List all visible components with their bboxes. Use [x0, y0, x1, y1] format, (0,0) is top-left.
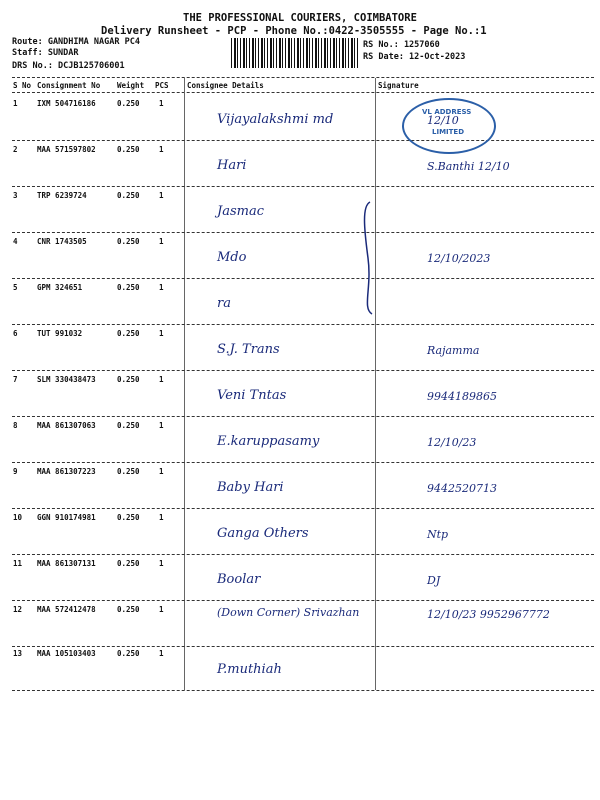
- signature-handwriting: 9944189865: [427, 390, 497, 403]
- consignee-handwriting: Boolar: [217, 572, 261, 587]
- row-weight: 0.250: [117, 283, 140, 292]
- row-weight: 0.250: [117, 559, 140, 568]
- table-row: [12, 372, 594, 418]
- row-weight: 0.250: [117, 375, 140, 384]
- row-weight: 0.250: [117, 421, 140, 430]
- rs-number: RS No.: 1257060: [363, 40, 440, 50]
- row-separator: [12, 324, 594, 325]
- row-pcs: 1: [159, 99, 164, 108]
- row-sno: 10: [13, 513, 23, 522]
- signature-handwriting: 12/10/23 9952967772: [427, 608, 550, 621]
- col-sno: S No: [13, 81, 32, 90]
- consignee-handwriting: P.muthiah: [217, 662, 282, 677]
- row-sno: 5: [13, 283, 18, 292]
- row-consignment: TRP 6239724: [37, 191, 87, 200]
- row-pcs: 1: [159, 283, 164, 292]
- row-separator: [12, 554, 594, 555]
- stamp-text-1: VL ADDRESS: [422, 108, 472, 116]
- row-weight: 0.250: [117, 329, 140, 338]
- col-consignment: Consignment No: [37, 81, 101, 90]
- row-separator: [12, 462, 594, 463]
- consignee-handwriting: S.J. Trans: [217, 342, 280, 357]
- row-weight: 0.250: [117, 145, 140, 154]
- row-sno: 7: [13, 375, 18, 384]
- table-top-rule: [12, 77, 594, 78]
- table-row: [12, 280, 594, 326]
- row-separator: [12, 186, 594, 187]
- drs-number: DRS No.: DCJB125706001: [12, 61, 125, 71]
- row-consignment: MAA 105103403: [37, 649, 96, 658]
- table-row: [12, 602, 594, 648]
- runsheet-title: Delivery Runsheet - PCP - Phone No.:0422-3505555 - Page No.:1: [101, 25, 487, 37]
- consignee-handwriting: Vijayalakshmi md: [217, 112, 334, 127]
- table-row: [12, 510, 594, 556]
- row-consignment: TUT 991032: [37, 329, 83, 338]
- row-pcs: 1: [159, 237, 164, 246]
- row-weight: 0.250: [117, 191, 140, 200]
- table-row: [12, 646, 594, 692]
- row-pcs: 1: [159, 329, 164, 338]
- row-pcs: 1: [159, 421, 164, 430]
- row-separator: [12, 600, 594, 601]
- row-consignment: MAA 861307063: [37, 421, 96, 430]
- company-stamp: [402, 98, 496, 154]
- consignee-handwriting: (Down Corner) Srivazhan: [217, 606, 360, 619]
- row-consignment: GGN 910174981: [37, 513, 96, 522]
- staff-label: Staff: SUNDAR: [12, 48, 79, 58]
- row-weight: 0.250: [117, 605, 140, 614]
- consignee-handwriting: Ganga Others: [217, 526, 309, 541]
- stamp-text-2: LIMITED: [432, 128, 465, 136]
- signature-handwriting: S.Banthi 12/10: [427, 160, 510, 173]
- consignee-handwriting: Hari: [217, 158, 247, 173]
- consignee-handwriting: Baby Hari: [217, 480, 284, 495]
- signature-handwriting: Rajamma: [427, 344, 480, 357]
- table-row: [12, 96, 594, 142]
- table-row: [12, 556, 594, 602]
- row-sno: 1: [13, 99, 18, 108]
- row-weight: 0.250: [117, 99, 140, 108]
- row-separator: [12, 690, 594, 691]
- row-weight: 0.250: [117, 649, 140, 658]
- row-consignment: IXM 504716186: [37, 99, 96, 108]
- row-sno: 13: [13, 649, 23, 658]
- rs-date: RS Date: 12-Oct-2023: [363, 52, 466, 62]
- table-row: [12, 234, 594, 280]
- bracket-mark: [360, 198, 380, 318]
- row-consignment: GPM 324651: [37, 283, 83, 292]
- row-consignment: CNR 1743505: [37, 237, 87, 246]
- table-header-rule: [12, 92, 594, 93]
- row-sno: 6: [13, 329, 18, 338]
- table-row: [12, 142, 594, 188]
- consignee-handwriting: Jasmac: [217, 204, 264, 219]
- row-pcs: 1: [159, 559, 164, 568]
- table-row: [12, 326, 594, 372]
- row-pcs: 1: [159, 649, 164, 658]
- company-name: THE PROFESSIONAL COURIERS, COIMBATORE: [183, 12, 417, 24]
- row-pcs: 1: [159, 191, 164, 200]
- consignee-handwriting: Veni Tntas: [217, 388, 287, 403]
- table-row: [12, 464, 594, 510]
- route-label: Route: GANDHIMA NAGAR PC4: [12, 37, 140, 47]
- signature-handwriting: 12/10/2023: [427, 252, 491, 265]
- row-sno: 3: [13, 191, 18, 200]
- col-pcs: PCS: [155, 81, 169, 90]
- row-consignment: MAA 861307223: [37, 467, 96, 476]
- table-row: [12, 188, 594, 234]
- signature-handwriting: Ntp: [427, 528, 449, 541]
- row-weight: 0.250: [117, 237, 140, 246]
- row-separator: [12, 508, 594, 509]
- row-consignment: MAA 572412478: [37, 605, 96, 614]
- row-pcs: 1: [159, 513, 164, 522]
- row-separator: [12, 416, 594, 417]
- consignee-handwriting: ra: [217, 296, 231, 311]
- consignee-handwriting: Mdo: [217, 250, 247, 265]
- signature-handwriting: 12/10/23: [427, 436, 477, 449]
- row-sno: 2: [13, 145, 18, 154]
- row-weight: 0.250: [117, 513, 140, 522]
- row-separator: [12, 232, 594, 233]
- signature-handwriting: 12/10: [427, 114, 459, 127]
- row-sno: 12: [13, 605, 23, 614]
- consignee-handwriting: E.karuppasamy: [217, 434, 320, 449]
- row-pcs: 1: [159, 605, 164, 614]
- row-separator: [12, 370, 594, 371]
- row-pcs: 1: [159, 375, 164, 384]
- row-weight: 0.250: [117, 467, 140, 476]
- col-signature: Signature: [378, 81, 419, 90]
- table-row: [12, 418, 594, 464]
- row-separator: [12, 140, 594, 141]
- signature-handwriting: 9442520713: [427, 482, 497, 495]
- row-separator: [12, 278, 594, 279]
- row-consignment: SLM 330438473: [37, 375, 96, 384]
- row-sno: 11: [13, 559, 23, 568]
- row-pcs: 1: [159, 145, 164, 154]
- barcode-image: [231, 38, 359, 68]
- row-sno: 4: [13, 237, 18, 246]
- row-consignment: MAA 571597802: [37, 145, 96, 154]
- row-sno: 8: [13, 421, 18, 430]
- row-consignment: MAA 861307131: [37, 559, 96, 568]
- col-consignee: Consignee Details: [187, 81, 264, 90]
- signature-handwriting: DJ: [427, 574, 441, 587]
- col-weight: Weight: [117, 81, 145, 90]
- row-sno: 9: [13, 467, 18, 476]
- row-pcs: 1: [159, 467, 164, 476]
